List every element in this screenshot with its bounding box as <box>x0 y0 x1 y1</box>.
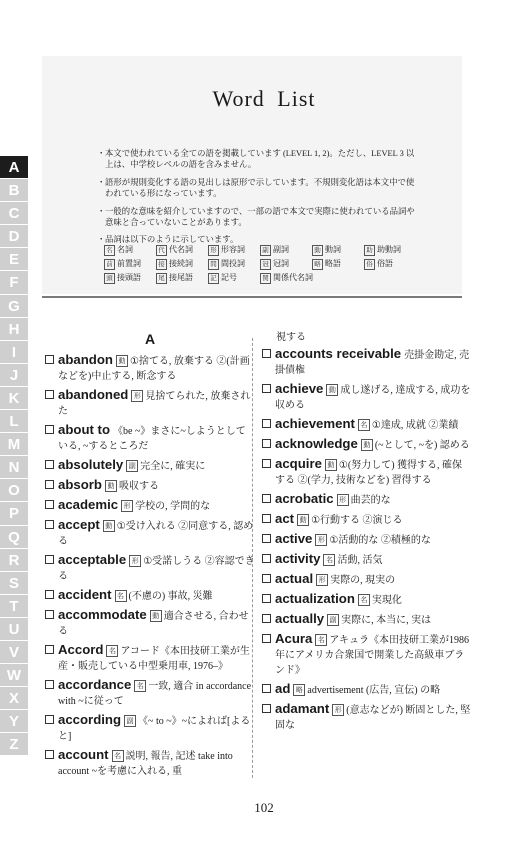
usage-note-text: 語形が規則変化する語の見出しは原形で示しています。不規則変化語は本文中で使われている形になっています。 <box>105 177 415 199</box>
definition: advertisement (広告, 宣伝) の略 <box>307 685 441 696</box>
headword: accident <box>58 587 112 602</box>
legend-item <box>260 258 312 270</box>
pos-mark: 名 <box>104 245 115 256</box>
word-entry <box>45 517 255 549</box>
entry-checkbox[interactable] <box>45 750 54 759</box>
index-tab-j[interactable]: J <box>0 364 28 387</box>
pos-mark: 動 <box>297 514 309 526</box>
legend-item <box>156 244 208 256</box>
pos-label: 接頭語 <box>117 273 141 282</box>
headword: act <box>275 511 295 526</box>
note-bullet: ・ <box>97 206 106 216</box>
definition: 実現化 <box>371 595 402 606</box>
part-of-speech-legend <box>104 244 434 286</box>
legend-item <box>260 244 312 256</box>
entry-checkbox[interactable] <box>262 419 271 428</box>
pos-label: 記号 <box>221 273 237 282</box>
definition: アキュラ《本田技研工業が1986年にアメリカ合衆国で開業した高級車ブランド》 <box>275 635 469 676</box>
pos-label: 形容詞 <box>221 245 245 254</box>
entry-checkbox[interactable] <box>262 384 271 393</box>
usage-notes <box>97 148 422 252</box>
entry-checkbox[interactable] <box>262 704 271 713</box>
entry-checkbox[interactable] <box>262 459 271 468</box>
word-entry <box>262 531 472 548</box>
headword: account <box>58 747 109 762</box>
word-entry <box>45 747 255 779</box>
headword: abandon <box>58 352 113 367</box>
pos-mark: 形 <box>332 704 344 716</box>
pos-mark: 動 <box>325 459 337 471</box>
definition: 実際の, 現実の <box>330 575 396 586</box>
entry-checkbox[interactable] <box>262 349 271 358</box>
entry-checkbox[interactable] <box>45 480 54 489</box>
usage-note <box>97 206 422 229</box>
headword: absolutely <box>58 457 124 472</box>
index-tab-x[interactable]: X <box>0 687 28 710</box>
pos-mark: 記 <box>208 273 219 284</box>
usage-note-text: 一般的な意味を紹介していますので、一部の語で本文で実際に使われている品詞や意味と合っていないことがあります。 <box>105 206 415 228</box>
word-entry <box>262 551 472 568</box>
pos-mark: 形 <box>337 494 349 506</box>
definition: 実際に, 本当に, 実は <box>341 615 432 626</box>
index-tab-e[interactable]: E <box>0 248 28 271</box>
index-tab-m[interactable]: M <box>0 433 28 456</box>
usage-note <box>97 177 422 200</box>
definition: 《~ to ~》~によれば[よると] <box>58 716 251 742</box>
word-entry <box>45 457 255 474</box>
word-entry <box>262 611 472 628</box>
definition: ①捨てる, 放棄する ②(計画などを)中止する, 断念する <box>58 356 250 382</box>
pos-mark: 形 <box>129 555 141 567</box>
definition: 売掛金勘定, 売掛債権 <box>275 350 470 376</box>
legend-row <box>104 244 434 256</box>
index-tab-q[interactable]: Q <box>0 526 28 549</box>
headword: active <box>275 531 313 546</box>
pos-mark: 名 <box>358 419 370 431</box>
pos-mark: 名 <box>358 594 370 606</box>
pos-label: 接尾語 <box>169 273 193 282</box>
entry-checkbox[interactable] <box>262 614 271 623</box>
pos-label: 関係代名詞 <box>273 273 313 282</box>
pos-mark: 動 <box>150 610 162 622</box>
definition: (~として, ~を) 認める <box>374 440 470 451</box>
headword: ad <box>275 681 291 696</box>
pos-mark: 動 <box>116 355 128 367</box>
word-entry <box>45 477 255 494</box>
index-tab-d[interactable]: D <box>0 225 28 248</box>
note-bullet: ・ <box>97 177 106 187</box>
word-entry <box>262 591 472 608</box>
pos-mark: 冠 <box>260 259 271 270</box>
entry-checkbox[interactable] <box>262 594 271 603</box>
definition: ①達成, 成就 ②業績 <box>371 420 459 431</box>
definition: ①受諾しうる ②容認できる <box>58 556 255 582</box>
headword: absorb <box>58 477 102 492</box>
word-column-right <box>262 330 472 736</box>
legend-item <box>312 258 364 270</box>
headword: accommodate <box>58 607 147 622</box>
legend-item <box>156 258 208 270</box>
headword: accordance <box>58 677 132 692</box>
pos-mark: 動 <box>361 439 373 451</box>
pos-mark: 動 <box>105 480 117 492</box>
entry-checkbox[interactable] <box>45 390 54 399</box>
index-tab-r[interactable]: R <box>0 549 28 572</box>
headword: Acura <box>275 631 313 646</box>
pos-mark: 動 <box>103 520 115 532</box>
entry-checkbox[interactable] <box>45 425 54 434</box>
word-entry <box>45 552 255 584</box>
entry-list-left <box>45 352 255 779</box>
headword: academic <box>58 497 119 512</box>
entry-checkbox[interactable] <box>262 439 271 448</box>
index-tab-t[interactable]: T <box>0 595 28 618</box>
index-tab-a[interactable]: A <box>0 156 28 179</box>
definition: ①活動的な ②積極的な <box>329 535 431 546</box>
pos-label: 間投詞 <box>221 259 245 268</box>
word-entry <box>45 677 255 709</box>
entry-checkbox[interactable] <box>45 520 54 529</box>
definition: 活動, 活気 <box>337 555 383 566</box>
definition: (意志などが) 断固とした, 堅固な <box>275 705 471 731</box>
pos-mark: 副 <box>124 715 136 727</box>
pos-mark: 名 <box>106 645 118 657</box>
pos-mark: 代 <box>156 245 167 256</box>
pos-label: 動詞 <box>325 245 341 254</box>
page-title: Word List <box>212 86 316 111</box>
legend-row <box>104 258 434 270</box>
note-bullet: ・ <box>97 235 106 245</box>
definition: ①(努力して) 獲得する, 確保する ②(学力, 技術などを) 習得する <box>275 460 463 486</box>
definition: 完全に, 確実に <box>140 461 206 472</box>
definition: 《be ~》まさに~しようとしている, ~するところだ <box>58 426 246 452</box>
alphabet-index <box>0 156 28 756</box>
headword: actual <box>275 571 314 586</box>
pos-label: 冠詞 <box>273 259 289 268</box>
pos-mark: 前 <box>104 259 115 270</box>
entry-checkbox[interactable] <box>45 500 54 509</box>
pos-mark: 名 <box>134 680 146 692</box>
usage-note-text: 本文で使われている全ての語を掲載しています (LEVEL 1, 2)。ただし、LEVEL 3 以上は、中学校レベルの語を含みません。 <box>105 149 415 170</box>
index-tab-y[interactable]: Y <box>0 710 28 733</box>
pos-mark: 名 <box>115 590 127 602</box>
legend-item <box>104 244 156 256</box>
pos-mark: 形 <box>121 500 133 512</box>
index-tab-c[interactable]: C <box>0 202 28 225</box>
definition: 学校の, 学問的な <box>135 501 211 512</box>
pos-mark: 名 <box>112 750 124 762</box>
pos-label: 前置詞 <box>117 259 141 268</box>
pos-mark: 形 <box>208 245 219 256</box>
headword: accept <box>58 517 100 532</box>
note-bullet: ・ <box>97 149 106 158</box>
word-entry <box>262 381 472 413</box>
legend-item <box>208 272 260 284</box>
headword: accounts receivable <box>275 346 402 361</box>
word-entry <box>45 422 255 454</box>
headword: activity <box>275 551 321 566</box>
pos-mark: 助 <box>364 245 375 256</box>
page-number: 102 <box>254 800 274 815</box>
word-entry <box>262 416 472 433</box>
pos-mark: 関 <box>260 273 271 284</box>
headword: acrobatic <box>275 491 334 506</box>
entry-checkbox[interactable] <box>45 715 54 724</box>
pos-mark: 俗 <box>364 259 375 270</box>
definition: 適合させる, 合わせる <box>58 611 249 637</box>
pos-mark: 形 <box>315 534 327 546</box>
definition: 一致, 適合 in accordance with ~に従って <box>58 681 252 707</box>
pos-mark: 尾 <box>156 273 167 284</box>
pos-mark: 間 <box>208 259 219 270</box>
pos-label: 代名詞 <box>169 245 193 254</box>
index-tab-w[interactable]: W <box>0 664 28 687</box>
column-divider <box>252 338 253 778</box>
pos-mark: 接 <box>156 259 167 270</box>
pos-mark: 名 <box>315 634 327 646</box>
index-tab-i[interactable]: I <box>0 341 28 364</box>
pos-mark: 略 <box>312 259 323 270</box>
definition: 吸収する <box>118 481 159 492</box>
word-entry <box>262 436 472 453</box>
entry-checkbox[interactable] <box>262 514 271 523</box>
entry-checkbox[interactable] <box>45 610 54 619</box>
entry-checkbox[interactable] <box>45 555 54 564</box>
pos-label: 俗語 <box>377 259 393 268</box>
entry-checkbox[interactable] <box>262 634 271 643</box>
word-entry <box>262 681 472 698</box>
word-entry <box>262 456 472 488</box>
word-entry <box>262 511 472 528</box>
definition: アコード《本田技研工業が生産・販売している中型乗用車, 1976–》 <box>58 646 250 672</box>
pos-mark: 副 <box>126 460 138 472</box>
index-tab-u[interactable]: U <box>0 618 28 641</box>
word-entry <box>262 491 472 508</box>
legend-item <box>156 272 208 284</box>
section-heading: A <box>144 331 156 347</box>
headword: Accord <box>58 642 104 657</box>
continued-definition: 視する <box>276 332 306 343</box>
definition: 成し遂げる, 達成する, 成功を収める <box>275 385 471 411</box>
entry-checkbox[interactable] <box>262 554 271 563</box>
definition: (不慮の) 事故, 災難 <box>128 591 213 602</box>
headword: actually <box>275 611 325 626</box>
index-tab-v[interactable]: V <box>0 641 28 664</box>
word-entry <box>262 571 472 588</box>
headword: acquire <box>275 456 322 471</box>
headword: acceptable <box>58 552 127 567</box>
entry-checkbox[interactable] <box>262 534 271 543</box>
word-entry <box>45 497 255 514</box>
headword: according <box>58 712 122 727</box>
word-entry <box>45 587 255 604</box>
pos-mark: 形 <box>131 390 143 402</box>
entry-list-right <box>262 346 472 733</box>
definition: 曲芸的な <box>350 495 391 506</box>
entry-checkbox[interactable] <box>45 645 54 654</box>
definition: ①受け入れる ②同意する, 認める <box>58 521 254 547</box>
word-column-left <box>45 330 255 782</box>
pos-mark: 略 <box>293 684 305 696</box>
usage-note <box>97 148 422 171</box>
legend-item <box>260 272 350 284</box>
headword: actualization <box>275 591 355 606</box>
index-tab-k[interactable]: K <box>0 387 28 410</box>
pos-mark: 形 <box>316 574 328 586</box>
headword: about to <box>58 422 111 437</box>
definition: ①行動する ②演じる <box>311 515 403 526</box>
pos-label: 副詞 <box>273 245 289 254</box>
headword: achievement <box>275 416 355 431</box>
index-tab-z[interactable]: Z <box>0 733 28 756</box>
pos-mark: 名 <box>323 554 335 566</box>
definition: 見捨てられた, 放棄された <box>58 391 251 417</box>
pos-mark: 動 <box>312 245 323 256</box>
headword: adamant <box>275 701 330 716</box>
legend-row <box>104 272 434 284</box>
pos-mark: 動 <box>326 384 338 396</box>
pos-label: 助動詞 <box>377 245 401 254</box>
entry-checkbox[interactable] <box>262 574 271 583</box>
headword: abandoned <box>58 387 129 402</box>
entry-checkbox[interactable] <box>45 590 54 599</box>
headword: achieve <box>275 381 324 396</box>
pos-label: 略語 <box>325 259 341 268</box>
entry-checkbox[interactable] <box>45 460 54 469</box>
index-tab-g[interactable]: G <box>0 295 28 318</box>
word-entry <box>45 607 255 639</box>
pos-label: 名詞 <box>117 245 133 254</box>
word-entry <box>262 701 472 733</box>
index-tab-l[interactable]: L <box>0 410 28 433</box>
pos-mark: 副 <box>260 245 271 256</box>
definition: 説明, 報告, 記述 take into account ~を考慮に入れる, 重 <box>58 751 233 777</box>
entry-checkbox[interactable] <box>262 684 271 693</box>
pos-label: 接続詞 <box>169 259 193 268</box>
entry-checkbox[interactable] <box>45 680 54 689</box>
legend-item <box>364 244 416 256</box>
headword: acknowledge <box>275 436 358 451</box>
entry-checkbox[interactable] <box>262 494 271 503</box>
legend-item <box>312 244 364 256</box>
pos-mark: 副 <box>327 614 339 626</box>
legend-item <box>208 258 260 270</box>
index-tab-s[interactable]: S <box>0 572 28 595</box>
legend-item <box>104 258 156 270</box>
usage-note-text: 品詞は以下のように示しています。 <box>105 235 239 245</box>
word-entry <box>262 631 472 678</box>
pos-mark: 頭 <box>104 273 115 284</box>
header-divider <box>42 296 462 298</box>
legend-item <box>208 244 260 256</box>
word-entry <box>45 712 255 744</box>
index-tab-h[interactable]: H <box>0 318 28 341</box>
index-tab-f[interactable]: F <box>0 271 28 294</box>
legend-item <box>364 258 416 270</box>
word-entry <box>45 352 255 384</box>
legend-item <box>104 272 156 284</box>
word-entry <box>262 346 472 378</box>
word-entry <box>45 642 255 674</box>
index-tab-o[interactable]: O <box>0 479 28 502</box>
index-tab-n[interactable]: N <box>0 456 28 479</box>
entry-checkbox[interactable] <box>45 355 54 364</box>
index-tab-p[interactable]: P <box>0 502 28 525</box>
word-entry <box>45 387 255 419</box>
index-tab-b[interactable]: B <box>0 179 28 202</box>
